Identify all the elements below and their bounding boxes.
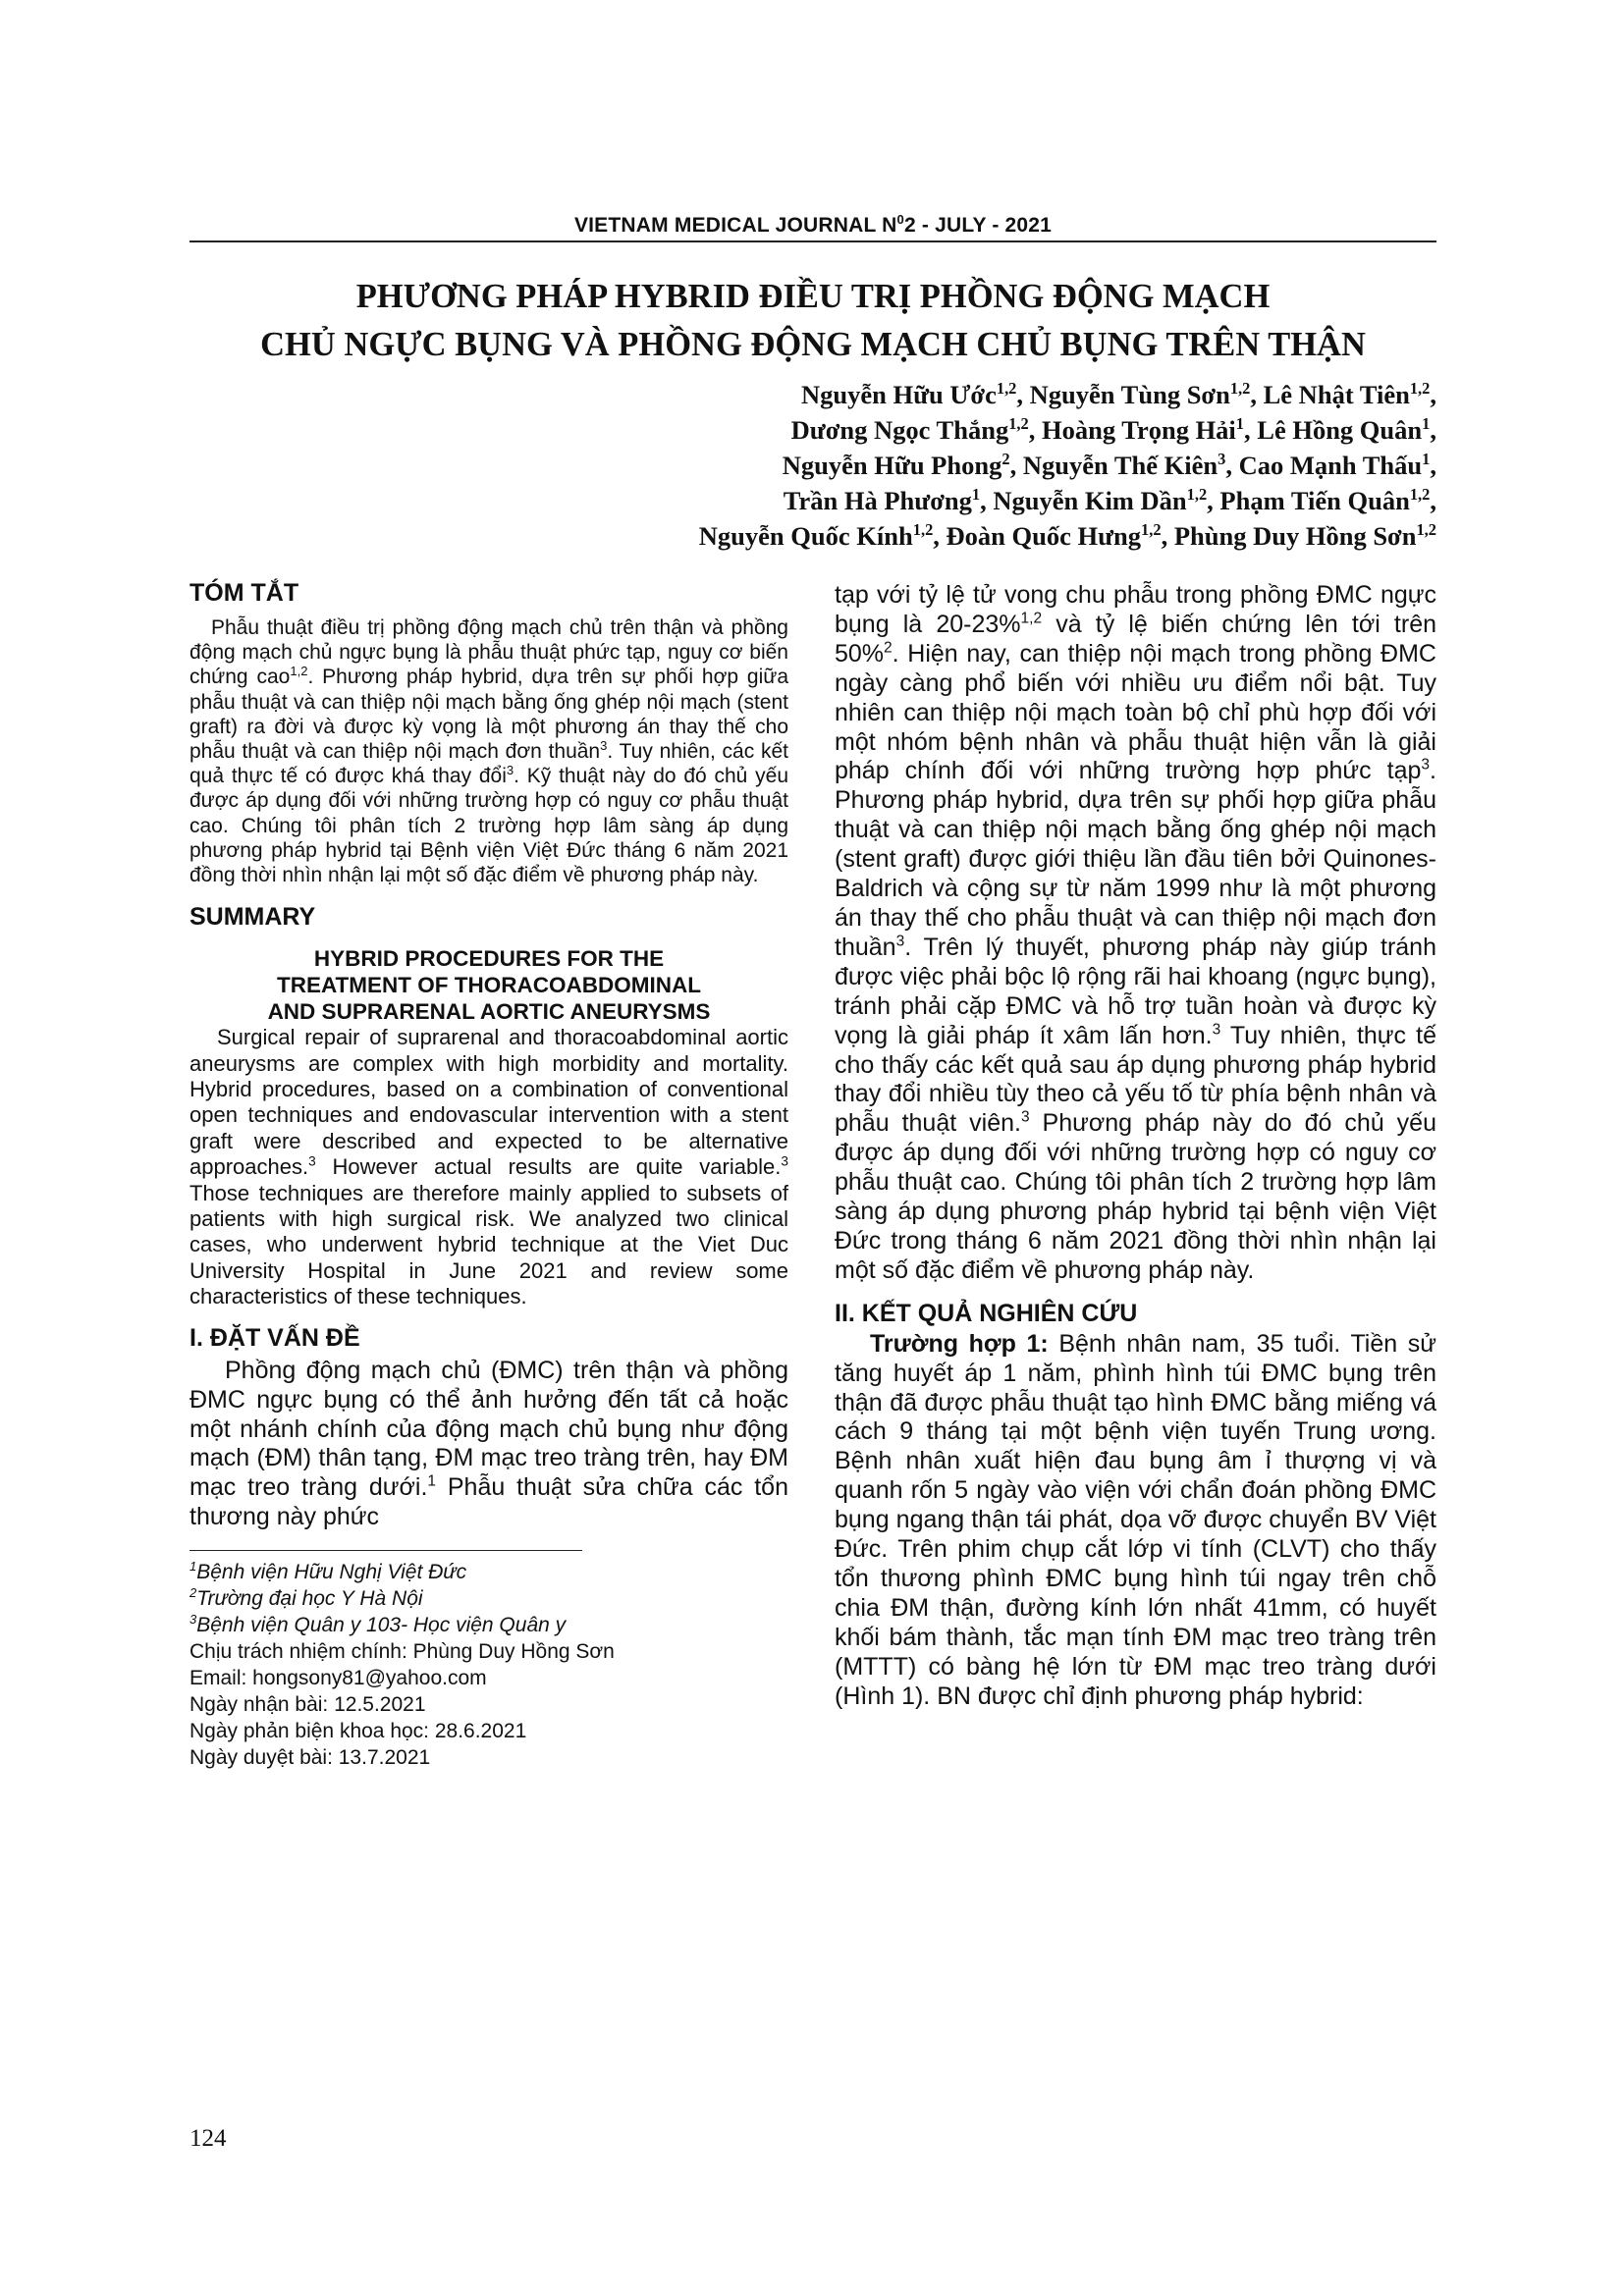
left-column [189, 579, 788, 1771]
author-affiliation: 1 [971, 485, 981, 505]
author-name: Phùng Duy Hồng Sơn [1173, 521, 1417, 551]
right-column [835, 581, 1436, 1712]
summary-text-part: Surgical repair of suprarenal and thoracoabdominal aortic aneurysms are complex with high morbidity and mortality. Hybrid procedures, based on a combination of conventional open techniques and endovascular intervention with a stent graft were described and expected to be alternative approaches. [189, 1025, 788, 1180]
footnote-text: Bệnh viện Hữu Nghị Việt Đức [196, 1561, 467, 1584]
author-affiliation: 1,2 [996, 379, 1017, 399]
author-separator: , [1028, 415, 1042, 445]
author-line [258, 483, 1436, 518]
citation: 3 [506, 763, 514, 778]
author-name: Dương Ngọc Thắng [790, 415, 1009, 445]
author-affiliation: 2 [1001, 450, 1010, 469]
body-text-part: . Phương pháp hybrid, dựa trên sự phối hợp giữa phẫu thuật và can thiệp nội mạch bằng ống ghép nội mạch (stent graft) được giới thiệu lần đầu tiên bởi Quinones-Baldrich và cộng sự từ năm 1999 như là một phương án thay thế cho phẫu thuật và can thiệp nội mạch đơn thuần [835, 757, 1436, 961]
author-name: Hoàng Trọng Hải [1041, 415, 1236, 445]
citation: 1 [427, 1473, 437, 1490]
author-name: Đoàn Quốc Hưng [946, 521, 1142, 551]
introduction-continued-text [835, 581, 1436, 1286]
author-name: Cao Mạnh Thấu [1238, 451, 1423, 480]
footnote-responsible: Chịu trách nhiệm chính: Phùng Duy Hồng Sơn [189, 1640, 615, 1664]
author-affiliation: 1,2 [1409, 379, 1431, 399]
body-text-part: tạp với tỷ lệ tử vong chu phẫu trong phồng ĐMC ngực bụng là 20-23% [835, 581, 1436, 638]
citation: 1,2 [290, 664, 308, 679]
page-number: 124 [189, 2125, 227, 2152]
author-name: Nguyễn Kim Dần [993, 486, 1187, 515]
abstract-text [189, 615, 788, 887]
author-line [258, 377, 1436, 412]
author-name: Nguyễn Hữu Ước [800, 380, 997, 409]
footnote-text: Bệnh viện Quân y 103- Học viện Quân y [196, 1614, 567, 1637]
citation: 3 [1020, 1108, 1030, 1126]
english-title [189, 945, 788, 1025]
author-separator: , [1207, 486, 1220, 515]
running-header-sup: 0 [896, 212, 904, 227]
summary-heading: SUMMARY [189, 903, 316, 932]
footnote-reviewed: Ngày phản biện khoa học: 28.6.2021 [189, 1720, 527, 1743]
body-text-part: Phương pháp này do đó chủ yếu được áp dụng đối với những trường hợp có nguy cơ phẫu thuật cao. Chúng tôi phân tích 2 trường hợp lâm sàng áp dụng phương pháp hybrid tại bệnh viện Việt Đức trong tháng 6 năm 2021 đồng thời nhìn nhận lại một số đặc điểm về phương pháp này. [835, 1109, 1436, 1284]
citation: 2 [884, 639, 893, 657]
footnote-affiliation [189, 1559, 788, 1585]
citation: 3 [1421, 757, 1431, 774]
body-text-part: . Hiện nay, can thiệp nội mạch trong phồng ĐMC ngày càng phổ biến với nhiều ưu điểm nổi bật. Tuy nhiên can thiệp nội mạch toàn bộ chỉ phù hợp đối với một nhóm bệnh nhân và phẫu thuật hiện vẫn là giải pháp chính đối với những trường hợp phức tạp [835, 639, 1436, 785]
body-text-part: Bệnh nhân nam, 35 tuổi. Tiền sử tăng huyết áp 1 năm, phình hình túi ĐMC bụng trên thận đã được phẫu thuật tạo hình ĐMC bằng miếng vá cách 9 tháng tại một bệnh viện tuyến Trung ương. Bệnh nhân xuất hiện đau bụng âm ỉ thượng vị và quanh rốn 5 ngày vào viện với chẩn đoán phồng ĐMC bụng ngang thận tái phát, dọa vỡ được chuyển BV Việt Đức. Trên phim chụp cắt lớp vi tính (CLVT) cho thấy tổn thương phình ĐMC bụng hình túi ngay trên chỗ chia ĐM thận, đường kính lớn nhất 41mm, có huyết khối bám thành, tắc mạn tính ĐM mạc treo tràng trên (MTTT) có bàng hệ lớn từ ĐM mạc treo tràng dưới (Hình 1). BN được chỉ định phương pháp hybrid: [835, 1329, 1436, 1710]
author-affiliation: 1,2 [1186, 485, 1208, 505]
author-affiliation: 3 [1218, 450, 1226, 469]
citation: 3 [895, 933, 905, 950]
citation: 3 [600, 738, 608, 754]
body-text-part: Phồng động mạch chủ (ĐMC) trên thận và phồng ĐMC ngực bụng có thể ảnh hưởng đến tất cả hoặc một nhánh chính của động mạch chủ bụng như động mạch (ĐM) thân tạng, ĐM mạc treo tràng trên, hay ĐM mạc treo tràng dưới. [189, 1356, 788, 1502]
author-affiliation: 1 [1422, 450, 1431, 469]
body-text-part: Tuy nhiên, thực tế cho thấy các kết quả sau áp dụng phương pháp hybrid thay đổi nhiều tùy theo cả yếu tố từ phía bệnh nhân và phẫu thuật viên. [835, 1021, 1436, 1138]
author-affiliation: 1,2 [1416, 520, 1436, 540]
author-affiliation: 1,2 [912, 520, 934, 540]
case-label: Trường hợp 1: [870, 1329, 1049, 1358]
author-separator: , [1161, 521, 1174, 551]
section-heading-introduction: I. ĐẶT VẤN ĐỀ [189, 1323, 360, 1352]
abstract-text-part: Phẫu thuật điều trị phồng động mạch chủ trên thận và phồng động mạch chủ ngực bụng là phẫu thuật phức tạp, nguy cơ biến chứng cao [189, 616, 788, 689]
author-affiliation: 1 [1235, 414, 1245, 434]
running-header-text-end: 2 - JULY - 2021 [903, 214, 1053, 237]
summary-text-part: Those techniques are therefore mainly applied to subsets of patients with high surgical risk. We analyzed two clinical cases, who underwent hybrid technique at the Viet Duc University Hospital in June 2021 and review some characteristics of these techniques. [189, 1180, 788, 1309]
author-separator: , [1016, 380, 1030, 409]
footnote-mark: 1 [189, 1559, 197, 1575]
title-line: PHƯƠNG PHÁP HYBRID ĐIỀU TRỊ PHỒNG ĐỘNG MẠCH [355, 278, 1271, 315]
author-name: Lê Hồng Quân [1257, 415, 1423, 445]
author-separator: , [1430, 451, 1436, 480]
author-separator: , [1430, 380, 1436, 409]
case-report-text [835, 1330, 1436, 1712]
author-name: Lê Nhật Tiên [1263, 380, 1410, 409]
footnote-affiliation [189, 1585, 788, 1612]
author-affiliation: 1,2 [1008, 414, 1029, 434]
footnote-text: Trường đại học Y Hà Nội [196, 1587, 423, 1611]
author-separator: , [1225, 451, 1239, 480]
author-separator: , [1009, 451, 1023, 480]
introduction-text [189, 1357, 788, 1532]
author-separator: , [980, 486, 994, 515]
author-line [258, 448, 1436, 483]
author-affiliation: 1 [1422, 414, 1431, 434]
english-title-line: HYBRID PROCEDURES FOR THE [313, 946, 665, 972]
running-header [189, 214, 1436, 238]
article-title [189, 273, 1436, 369]
author-separator: , [933, 521, 947, 551]
body-text-part: và tỷ lệ biến chứng lên tới trên 50% [835, 610, 1436, 667]
footnote-accepted: Ngày duyệt bài: 13.7.2021 [189, 1746, 431, 1770]
body-text-part: . Trên lý thuyết, phương pháp này giúp tránh được việc phải bộc lộ rộng rãi hai khoang (ngực bụng), tránh phải cặp ĐMC và hỗ trợ tuần hoàn và được kỳ vọng là giải pháp ít xâm lấn hơn. [835, 933, 1436, 1049]
citation: 3 [1212, 1021, 1221, 1039]
footnote-mark: 3 [189, 1612, 197, 1628]
english-title-line: TREATMENT OF THORACOABDOMINAL [276, 973, 702, 998]
author-name: Nguyễn Thế Kiên [1022, 451, 1218, 480]
footnote-email: Email: hongsony81@yahoo.com [189, 1667, 487, 1690]
author-separator: , [1430, 415, 1436, 445]
author-name: Nguyễn Hữu Phong [782, 451, 1002, 480]
abstract-text-part: . Tuy nhiên, các kết quả thực tế có được khá thay đổi [189, 740, 788, 788]
author-list [258, 377, 1436, 554]
author-affiliation: 1,2 [1229, 379, 1251, 399]
footnote-rule [189, 1550, 582, 1551]
author-affiliation: 1,2 [1409, 485, 1431, 505]
summary-text [189, 1025, 788, 1309]
header-rule [189, 240, 1436, 242]
author-line [258, 518, 1436, 554]
citation: 3 [308, 1153, 316, 1169]
summary-text-part: However actual results are quite variable. [315, 1154, 782, 1180]
footnote-received: Ngày nhận bài: 12.5.2021 [189, 1693, 426, 1717]
footnote-affiliation [189, 1612, 788, 1638]
footnote-mark: 2 [189, 1585, 197, 1601]
section-heading-results: II. KẾT QUẢ NGHIÊN CỨU [835, 1299, 1138, 1327]
author-line [258, 412, 1436, 448]
author-separator: , [1250, 380, 1264, 409]
citation: 3 [781, 1153, 788, 1169]
author-affiliation: 1,2 [1141, 520, 1162, 540]
author-name: Nguyễn Quốc Kính [698, 521, 913, 551]
author-name: Nguyễn Tùng Sơn [1029, 380, 1230, 409]
title-line: CHỦ NGỰC BỤNG VÀ PHỒNG ĐỘNG MẠCH CHỦ BỤNG TRÊN THẬN [260, 326, 1366, 363]
body-text-part: Phẫu thuật sửa chữa các tổn thương này phức [189, 1473, 788, 1531]
author-name: Phạm Tiến Quân [1219, 486, 1410, 515]
citation: 1,2 [1020, 610, 1043, 627]
english-title-line: AND SUPRARENAL AORTIC ANEURYSMS [267, 999, 711, 1025]
author-separator: , [1430, 486, 1436, 515]
running-header-text: VIETNAM MEDICAL JOURNAL N [573, 214, 897, 237]
abstract-heading: TÓM TẮT [189, 579, 299, 607]
author-name: Trần Hà Phương [783, 486, 972, 515]
author-separator: , [1244, 415, 1258, 445]
abstract-text-part: . Kỹ thuật này do đó chủ yếu được áp dụng đối với những trường hợp có nguy cơ phẫu thuật cao. Chúng tôi phân tích 2 trường hợp lâm sàng áp dụng phương pháp hybrid tại Bệnh viện Việt Đức tháng 6 năm 2021 đồng thời nhìn nhận lại một số đặc điểm về phương pháp này. [189, 765, 789, 887]
abstract-text-part: . Phương pháp hybrid, dựa trên sự phối hợp giữa phẫu thuật và can thiệp nội mạch bằng ống ghép nội mạch (stent graft) ra đời và được kỳ vọng là một phương án thay thế cho phẫu thuật và can thiệp nội mạch đơn thuần [189, 666, 789, 764]
